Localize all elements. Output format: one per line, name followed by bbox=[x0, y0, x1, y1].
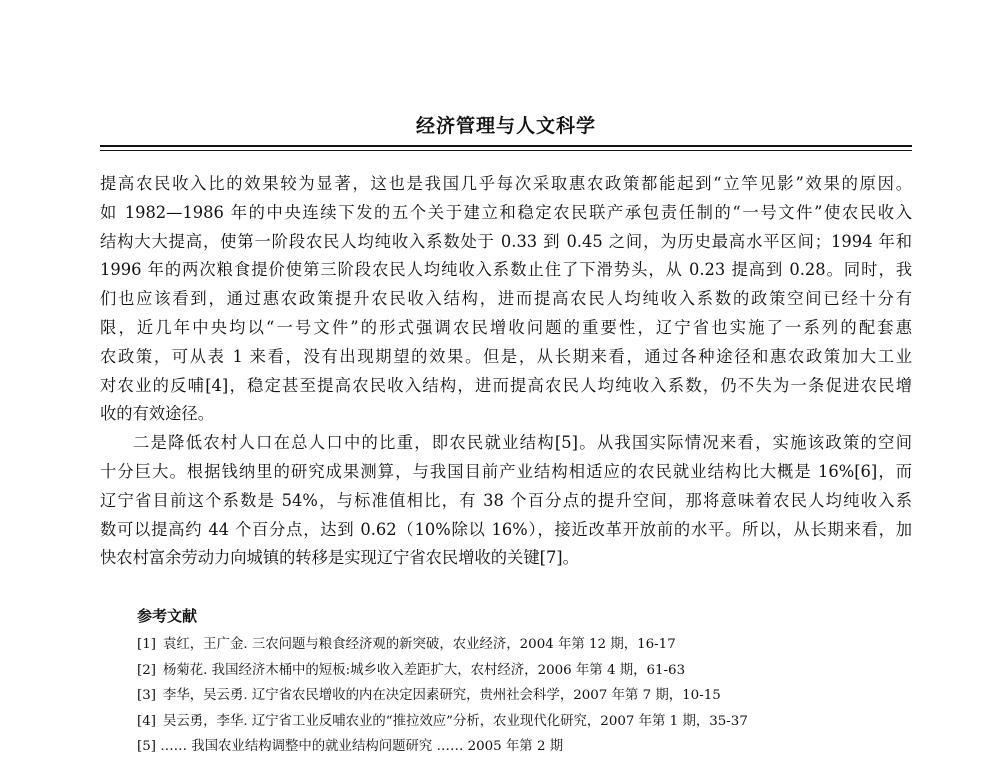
paragraph-line: 对农业的反哺[4]，稳定甚至提高农民收入结构，进而提高农民人均纯收入系数，仍不失为一条促进农民增 bbox=[100, 375, 912, 395]
reference-item-cut-off: [5] …… 我国农业结构调整中的就业结构问题研究 …… 2005 年第 2 期 bbox=[137, 739, 564, 754]
reference-number: [1] bbox=[137, 637, 156, 652]
paragraph-line: 农政策，可从表 1 来看，没有出现期望的效果。但是，从长期来看，通过各种途径和惠农政策加大工业 bbox=[100, 346, 912, 366]
paragraph-line: 十分巨大。根据钱纳里的研究成果测算，与我国目前产业结构相适应的农民就业结构比大概是 16%[6]，而 bbox=[100, 461, 912, 481]
reference-item bbox=[137, 709, 917, 735]
paragraph-line: 提高农民收入比的效果较为显著，这也是我国几乎每次采取惠农政策都能起到“立竿见影”效果的原因。 bbox=[100, 174, 912, 193]
reference-item bbox=[137, 632, 917, 658]
reference-number: [3] bbox=[137, 688, 156, 703]
reference-item bbox=[137, 683, 917, 709]
reference-number: [4] bbox=[137, 713, 156, 729]
reference-text: 李华，吴云勇. 辽宁省农民增收的内在决定因素研究，贵州社会科学，2007 年第 7 期，10-15 bbox=[163, 688, 721, 703]
reference-item bbox=[137, 658, 917, 684]
paragraph-line: 二是降低农村人口在总人口中的比重，即农民就业结构[5]。从我国实际情况来看，实施该政策的空间 bbox=[133, 433, 912, 453]
body-text bbox=[100, 170, 912, 573]
paragraph-line: 快农村富余劳动力向城镇的转移是实现辽宁省农民增收的关键[7]。 bbox=[100, 548, 579, 568]
reference-list bbox=[137, 632, 917, 760]
header-rule-thin bbox=[100, 150, 912, 151]
reference-number: [2] bbox=[137, 662, 156, 678]
header-rule-thick bbox=[100, 145, 912, 147]
paragraph-line: 数可以提高约 44 个百分点，达到 0.62（10%除以 16%），接近改革开放前的水平。所以，从长期来看，加 bbox=[100, 519, 912, 539]
paragraph-line: 结构大大提高，使第一阶段农民人均纯收入系数处于 0.33 到 0.45 之间，为历史最高水平区间；1994 年和 bbox=[100, 231, 912, 251]
paragraph-line: 如 1982—1986 年的中央连续下发的五个关于建立和稳定农民联产承包责任制的“一号文件”使农民收入 bbox=[100, 202, 912, 222]
paragraph-line: 辽宁省目前这个系数是 54%，与标准值相比，有 38 个百分点的提升空间，那将意味着农民人均纯收入系 bbox=[100, 490, 912, 510]
paragraph-line: 们也应该看到，通过惠农政策提升农民收入结构，进而提高农民人均纯收入系数的政策空间已经十分有 bbox=[100, 289, 912, 309]
paragraph-line: 收的有效途径。 bbox=[100, 404, 214, 424]
paragraph-line: 限，近几年中央均以“一号文件”的形式强调农民增收问题的重要性，辽宁省也实施了一系列的配套惠 bbox=[100, 317, 912, 337]
reference-text: 杨菊花. 我国经济木桶中的短板:城乡收入差距扩大，农村经济，2006 年第 4 期，61-63 bbox=[163, 662, 686, 678]
references-heading: 参考文献 bbox=[137, 607, 198, 625]
paragraph-line: 1996 年的两次粮食提价使第三阶段农民人均纯收入系数止住了下滑势头，从 0.23 提高到 0.28。同时，我 bbox=[100, 260, 912, 280]
running-header-title: 经济管理与人文科学 bbox=[415, 115, 596, 137]
reference-text: 吴云勇，李华. 辽宁省工业反哺农业的“推拉效应”分析，农业现代化研究，2007 年第 1 期，35-37 bbox=[163, 713, 748, 729]
reference-text: 袁红，王广金. 三农问题与粮食经济观的新突破，农业经济，2004 年第 12 期，16-17 bbox=[163, 637, 676, 652]
